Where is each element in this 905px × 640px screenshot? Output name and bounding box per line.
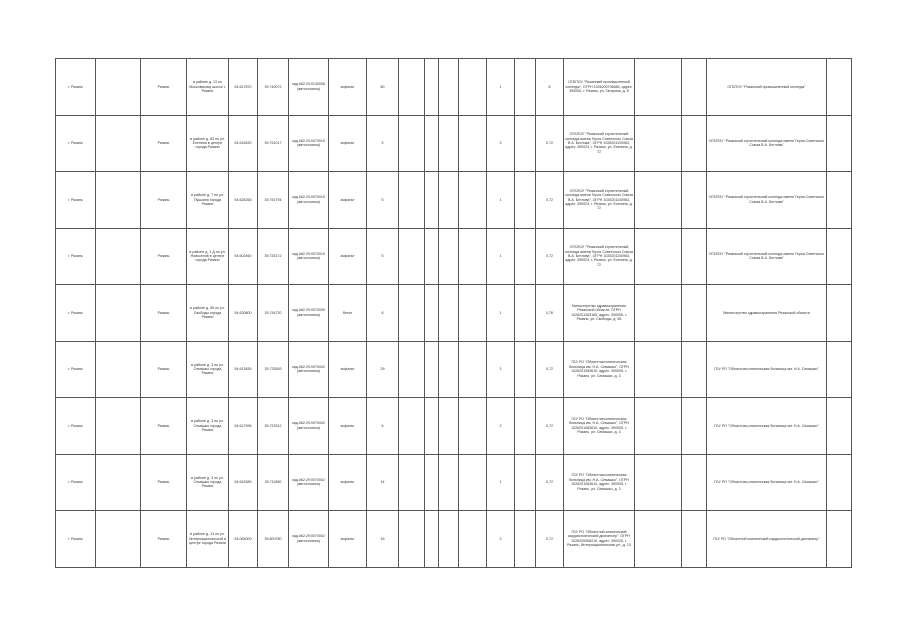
cell-empty — [399, 115, 425, 172]
cell-area: 0,72 — [536, 115, 564, 172]
cell-cadastral: кад.#62:29:0070019 (автостоянка) — [289, 115, 329, 172]
table-row — [56, 398, 852, 455]
cell-cadastral: кад.#62:29:0070002 (автостоянка) — [289, 398, 329, 455]
cell-empty — [635, 115, 682, 172]
cell-disabled-spaces: 1 — [487, 454, 515, 511]
cell-empty — [96, 454, 141, 511]
cell-owner: ОГБПОУ "Рязанский строительный колледж имени Героя Советского Союза В.А. Беглова", ОГРН 1026201100963, адрес: 390023, г. Рязань, ул. Есенина, д. 72 — [564, 228, 635, 285]
cell-total-spaces: 14 — [367, 454, 399, 511]
cell-cadastral: кад.#62:29:0070002 (автостоянка) — [289, 511, 329, 568]
cell-surface: бетон — [329, 285, 367, 342]
cell-address: в районе д. 55 по ул. Свободы города Рязани — [187, 285, 229, 342]
cell-longitude: 39.725172 — [258, 228, 289, 285]
cell-empty — [682, 398, 707, 455]
cell-city: Рязань — [141, 59, 187, 116]
table-row — [56, 511, 852, 568]
cell-area: 0,72 — [536, 172, 564, 229]
cell-address: в районе д. 3 по ул. Семашко города Рязани — [187, 454, 229, 511]
cell-empty — [827, 398, 852, 455]
cell-empty — [399, 511, 425, 568]
cell-empty — [635, 285, 682, 342]
cell-empty — [439, 454, 459, 511]
cell-longitude: 39.723312 — [258, 398, 289, 455]
cell-total-spaces: 8 — [367, 285, 399, 342]
cell-owner: Министерство здравоохранения Рязанской области, ОГРН 1026201263165, адрес: 390006, г. Рязань, ул. Свободы, д. 55 — [564, 285, 635, 342]
cell-operator: ОГБПОУ "Рязанский строительный колледж имени Героя Советского Союза В.А. Беглова" — [707, 172, 827, 229]
table-row — [56, 285, 852, 342]
cell-longitude: 39.740072 — [258, 59, 289, 116]
cell-empty — [96, 59, 141, 116]
table-row — [56, 115, 852, 172]
cell-empty — [682, 59, 707, 116]
cell-operator: ГБУ РО "Областной клинический кардиологический диспансер" — [707, 511, 827, 568]
cell-disabled-spaces: 1 — [487, 59, 515, 116]
cell-empty — [515, 511, 536, 568]
cell-empty — [399, 228, 425, 285]
cell-empty — [827, 228, 852, 285]
cell-surface: асфальт — [329, 511, 367, 568]
cell-empty — [399, 285, 425, 342]
table-row — [56, 341, 852, 398]
cell-region: г. Рязань — [56, 341, 96, 398]
cell-owner: ОГБПОУ "Рязанский строительный колледж имени Героя Советского Союза В.А. Беглова", ОГРН 1026201100963, адрес: 390023, г. Рязань, ул. Есенина, д. 72 — [564, 172, 635, 229]
cell-longitude: 39.800780 — [258, 511, 289, 568]
cell-address: в районе д. 13 по Московскому шоссе г. Рязани — [187, 59, 229, 116]
cell-longitude: 39.733593 — [258, 341, 289, 398]
cell-empty — [635, 511, 682, 568]
cell-address: в районе д. 1 Д по ул. Новоселов в центре города Рязани — [187, 228, 229, 285]
cell-empty — [96, 398, 141, 455]
cell-city: Рязань — [141, 285, 187, 342]
cell-empty — [515, 115, 536, 172]
cell-region: г. Рязань — [56, 172, 96, 229]
cell-total-spaces: 5 — [367, 115, 399, 172]
cell-empty — [425, 172, 439, 229]
cell-city: Рязань — [141, 228, 187, 285]
cell-empty — [399, 454, 425, 511]
cell-area: 0,72 — [536, 454, 564, 511]
cell-address: в районе д. 7 по ул. Пушкина города Рязани — [187, 172, 229, 229]
cell-address: в районе д. 3 по ул. Семашко города Рязани — [187, 341, 229, 398]
cell-empty — [827, 454, 852, 511]
cell-operator: ОГБПОУ "Рязанский промышленный колледж" — [707, 59, 827, 116]
cell-latitude: 54.618420 — [229, 115, 258, 172]
cell-latitude: 54.630800 — [229, 285, 258, 342]
cell-empty — [682, 115, 707, 172]
cell-surface: асфальт — [329, 172, 367, 229]
cell-empty — [635, 172, 682, 229]
cell-empty — [635, 398, 682, 455]
cell-empty — [439, 172, 459, 229]
cell-cadastral: кад.#62:29:0070019 (автостоянка) — [289, 228, 329, 285]
cell-longitude: 39.751794 — [258, 172, 289, 229]
cell-owner: ГБУ РО "Областная клиническая больница им. Н.А. Семашко", ОГРН 1026201083610, адрес: 390005, г. Рязань, ул. Семашко, д. 3 — [564, 454, 635, 511]
cell-operator: Министерство здравоохранения Рязанской области — [707, 285, 827, 342]
cell-latitude: 54.083000 — [229, 511, 258, 568]
cell-empty — [459, 59, 487, 116]
cell-empty — [515, 59, 536, 116]
cell-cadastral: кад.#62:29:0070019 (автостоянка) — [289, 172, 329, 229]
table-row — [56, 59, 852, 116]
cell-empty — [425, 454, 439, 511]
cell-empty — [827, 59, 852, 116]
cell-latitude: 54.613455 — [229, 341, 258, 398]
cell-owner: ГБУ РО "Областная клиническая больница им. Н.А. Семашко", ОГРН 1026201083610, адрес: 390005, г. Рязань, ул. Семашко, д. 3 — [564, 341, 635, 398]
cell-area: 0,72 — [536, 398, 564, 455]
cell-address: в районе д. 13 по ул. Интернациональной в центре города Рязани — [187, 511, 229, 568]
cell-area: 0,72 — [536, 511, 564, 568]
cell-total-spaces: 6 — [367, 398, 399, 455]
cell-surface: асфальт — [329, 341, 367, 398]
cell-region: г. Рязань — [56, 59, 96, 116]
cell-operator: ОГБПОУ "Рязанский строительный колледж имени Героя Советского Союза В.А. Беглова" — [707, 115, 827, 172]
cell-total-spaces: 29 — [367, 341, 399, 398]
cell-longitude: 39.751017 — [258, 115, 289, 172]
cell-empty — [459, 398, 487, 455]
cell-disabled-spaces: 1 — [487, 285, 515, 342]
cell-region: г. Рязань — [56, 115, 96, 172]
cell-surface: асфальт — [329, 228, 367, 285]
cell-empty — [827, 341, 852, 398]
cell-region: г. Рязань — [56, 228, 96, 285]
cell-empty — [635, 454, 682, 511]
cell-address: в районе д. 83 по ул. Есенина в центре города Рязани — [187, 115, 229, 172]
cell-empty — [399, 398, 425, 455]
cell-disabled-spaces: 3 — [487, 341, 515, 398]
cell-longitude: 39.744720 — [258, 285, 289, 342]
cell-empty — [459, 228, 487, 285]
cell-empty — [459, 285, 487, 342]
cell-operator: ГБУ РО "Областная клиническая больница им. Н.А. Семашко" — [707, 398, 827, 455]
cell-empty — [682, 172, 707, 229]
table-row — [56, 172, 852, 229]
table-row — [56, 228, 852, 285]
cell-latitude: 54.617870 — [229, 59, 258, 116]
cell-empty — [515, 228, 536, 285]
cell-empty — [827, 115, 852, 172]
cell-empty — [96, 285, 141, 342]
cell-area: 8 — [536, 59, 564, 116]
cell-empty — [399, 172, 425, 229]
cell-cadastral: кад.#62:29:0070002 (автостоянка) — [289, 454, 329, 511]
cell-surface: асфальт — [329, 59, 367, 116]
cell-empty — [425, 228, 439, 285]
cell-empty — [682, 511, 707, 568]
cell-empty — [96, 172, 141, 229]
cell-empty — [425, 59, 439, 116]
cell-city: Рязань — [141, 341, 187, 398]
cell-empty — [425, 511, 439, 568]
cell-region: г. Рязань — [56, 511, 96, 568]
cell-cadastral: кад.#62:29:0130008 (автостоянка) — [289, 59, 329, 116]
cell-surface: асфальт — [329, 115, 367, 172]
cell-empty — [439, 59, 459, 116]
cell-empty — [515, 341, 536, 398]
cell-empty — [439, 285, 459, 342]
cell-surface: асфальт — [329, 398, 367, 455]
cell-operator: ГБУ РО "Областная клиническая больница им. Н.А. Семашко" — [707, 454, 827, 511]
cell-empty — [459, 511, 487, 568]
cell-disabled-spaces: 2 — [487, 398, 515, 455]
cell-city: Рязань — [141, 172, 187, 229]
cell-latitude: 54.615389 — [229, 454, 258, 511]
cell-latitude: 54.602460 — [229, 228, 258, 285]
cell-city: Рязань — [141, 511, 187, 568]
cell-empty — [682, 285, 707, 342]
cell-empty — [96, 115, 141, 172]
cell-area: 0,72 — [536, 341, 564, 398]
cell-empty — [459, 172, 487, 229]
cell-empty — [682, 341, 707, 398]
cell-empty — [399, 59, 425, 116]
cell-empty — [425, 285, 439, 342]
cell-empty — [399, 341, 425, 398]
cell-disabled-spaces: 2 — [487, 511, 515, 568]
cell-empty — [682, 454, 707, 511]
cell-region: г. Рязань — [56, 454, 96, 511]
cell-owner: ОГБПОУ "Рязанский строительный колледж имени Героя Советского Союза В.А. Беглова", ОГРН 1026201100963, адрес: 390023, г. Рязань, ул. Есенина, д. 72 — [564, 115, 635, 172]
cell-owner: ГБУ РО "Областной клинический кардиологический диспансер", ОГРН 1026200958210, адрес: 390026, г. Рязань, Интернациональная ул., д. 13 — [564, 511, 635, 568]
cell-empty — [515, 285, 536, 342]
cell-area: 0,76 — [536, 285, 564, 342]
cell-empty — [459, 115, 487, 172]
cell-disabled-spaces: 2 — [487, 115, 515, 172]
cell-empty — [459, 454, 487, 511]
cell-empty — [439, 398, 459, 455]
cell-empty — [515, 398, 536, 455]
table-row — [56, 454, 852, 511]
cell-latitude: 54.628265 — [229, 172, 258, 229]
cell-empty — [96, 228, 141, 285]
cell-empty — [827, 511, 852, 568]
cell-empty — [439, 511, 459, 568]
cell-total-spaces: 16 — [367, 511, 399, 568]
cell-area: 0,72 — [536, 228, 564, 285]
cell-empty — [635, 341, 682, 398]
cell-operator: ГБУ РО "Областная клиническая больница им. Н.А. Семашко" — [707, 341, 827, 398]
cell-region: г. Рязань — [56, 398, 96, 455]
cell-latitude: 54.617996 — [229, 398, 258, 455]
cell-empty — [439, 115, 459, 172]
cell-region: г. Рязань — [56, 285, 96, 342]
cell-empty — [425, 398, 439, 455]
cell-city: Рязань — [141, 115, 187, 172]
cell-empty — [827, 172, 852, 229]
cell-owner: ГБУ РО "Областная клиническая больница им. Н.А. Семашко", ОГРН 1026201083610, адрес: 390005, г. Рязань, ул. Семашко, д. 3 — [564, 398, 635, 455]
cell-empty — [425, 341, 439, 398]
cell-longitude: 39.711850 — [258, 454, 289, 511]
cell-total-spaces: 5 — [367, 228, 399, 285]
cell-surface: асфальт — [329, 454, 367, 511]
cell-cadastral: кад.#62:29:0070002 (автостоянка) — [289, 341, 329, 398]
cell-owner: ОГБПОУ "Рязанский промышленный колледж", ОГРН 1026200706680, адрес: 390000, г. Рязань, ул. Гагарина, д. 8 — [564, 59, 635, 116]
cell-empty — [439, 341, 459, 398]
cell-empty — [459, 341, 487, 398]
cell-empty — [96, 341, 141, 398]
cell-disabled-spaces: 1 — [487, 172, 515, 229]
cell-operator: ОГБПОУ "Рязанский строительный колледж имени Героя Советского Союза В.А. Беглова" — [707, 228, 827, 285]
parking-table — [55, 58, 852, 568]
cell-empty — [515, 172, 536, 229]
cell-city: Рязань — [141, 454, 187, 511]
cell-empty — [827, 285, 852, 342]
cell-empty — [635, 228, 682, 285]
cell-address: в районе д. 3 по ул. Семашко города Рязани — [187, 398, 229, 455]
cell-empty — [682, 228, 707, 285]
cell-empty — [439, 228, 459, 285]
cell-empty — [96, 511, 141, 568]
cell-empty — [425, 115, 439, 172]
cell-empty — [635, 59, 682, 116]
cell-cadastral: кад.#62:29:0070009 (автостоянка) — [289, 285, 329, 342]
cell-empty — [515, 454, 536, 511]
cell-total-spaces: 5 — [367, 172, 399, 229]
cell-city: Рязань — [141, 398, 187, 455]
cell-total-spaces: 80 — [367, 59, 399, 116]
cell-disabled-spaces: 1 — [487, 228, 515, 285]
